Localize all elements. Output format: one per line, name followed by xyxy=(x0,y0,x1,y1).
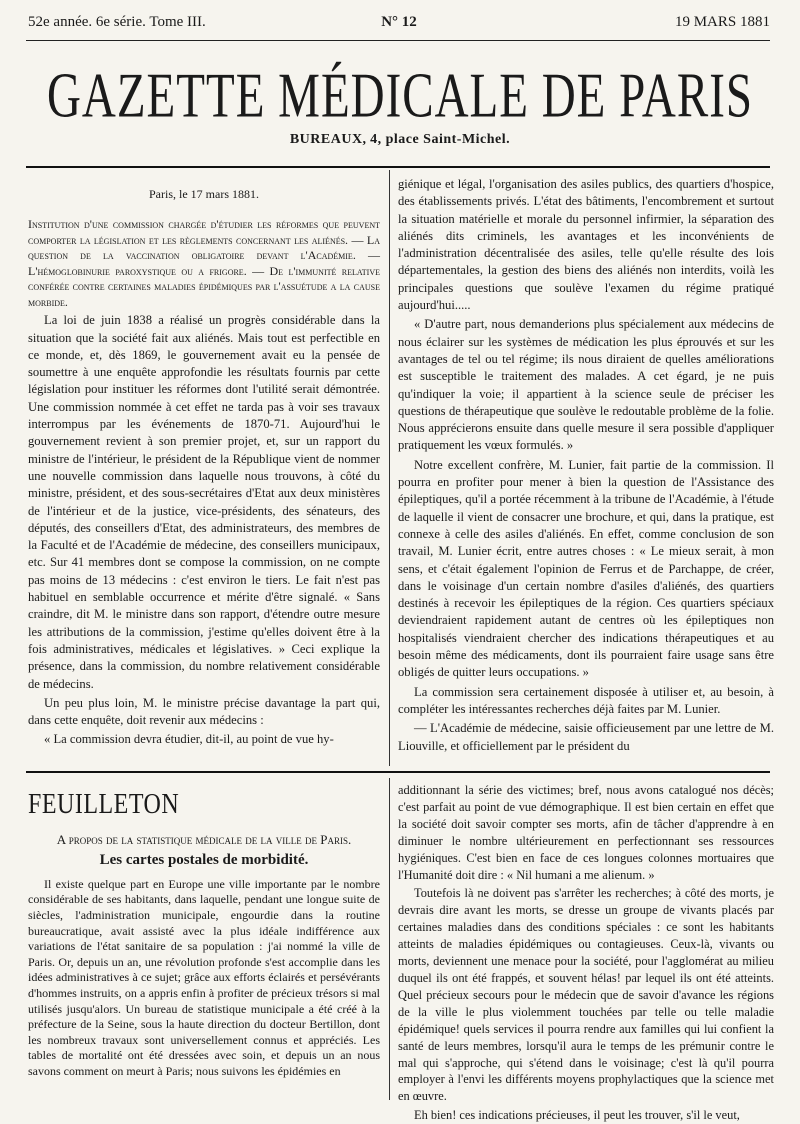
article-summary: Institution d'une commission chargée d'étudier les réformes que peuvent comporter la législation et les règlements concernant les aliénés. — La question de la vaccination obligatoire devant l'Académie. — L'hémoglobinurie paroxystique ou a frigore. — De l'immunité relative conférée contre certaines maladies épidémiques par l'assuétude a la cause morbide. xyxy=(28,217,380,309)
article-paragraph: « La commission devra étudier, dit-il, au point de vue hy- xyxy=(44,732,334,747)
feuilleton-paragraph: Toutefois là ne doivent pas s'arrêter les recherches; à côté des morts, je devrais dire avant les morts, se dresse un groupe de vivants placés par certaines maladies dans des conditions spéciales : ce sont les habitants atteints de maladies épidémiques ou contagieuses. Ceux-là, vivants ou morts, deviennent une menace pour la société, pour l'agglomérat au milieu duquel ils ont été frappés, et souvent hélas! par lequel ils ont été atteints. Quel précieux secours pour le médecin que de savoir d'avance les régions de la ville le plus violemment touchées par telle ou telle maladie épidémique! quels services il pourra rendre aux familles qui lui confient la santé de leurs membres, lorsqu'il aura le temps de les prémunir contre le mal qui s'approche, qui s'étend dans le voisinage; c'est là qu'il pourra employer à l'envi les différents moyens prophylactiques que la science met en œuvre. xyxy=(398,886,774,1104)
column-divider xyxy=(389,170,390,766)
feuilleton-rule xyxy=(26,771,770,773)
dateline: Paris, le 17 mars 1881. xyxy=(149,187,259,201)
feuilleton-paragraph: additionnant la série des victimes; bref, nous avons catalogué nos décès; c'est parfait au point de vue démographique. Il est bien certain en effet que la société doit savoir compter ses morts, afin de tâcher d'apprendre à en diminuer le nombre ultérieurement en perfectionnant ses ressources hygiéniques. C'est bien en face de ces longues colonnes mortuaires que l'Humanité doit dire : « Nil humani a me alienum. » xyxy=(398,783,774,882)
header-rule xyxy=(26,166,770,168)
bureaux-label: BUREAUX, xyxy=(289,132,367,147)
feuilleton-column-divider xyxy=(389,778,390,1100)
feuilleton-paragraph: Eh bien! ces indications précieuses, il peut les trouver, s'il le veut, xyxy=(414,1108,740,1123)
article-paragraph: La loi de juin 1838 a réalisé un progrès considérable dans la situation que la société fait aux aliénés. Mais tout est perfectible en ce monde, et, dès 1869, le gouvernement avait eu la pensée de soumettre à une enquête approfondie les résultats fournis par cette législation pour instituer les réformes dont l'utilité serait démontrée. Une commission nommée à cet effet ne tarda pas à voir ses travaux interrompus par les événements de 1870-71. Aujourd'hui le gouvernement revient à son premier projet, et, sur un rapport du ministre de l'intérieur, le président de la République vient de nommer une nouvelle commission dans laquelle nous trouvons, à côté du ministre, président, et des sous-secrétaires d'Etat aux deux ministères de l'intérieur et de la justice, vice-présidents, des sénateurs, des députés, des conseillers d'Etat, des administrateurs, des membres de la Faculté et de l'Académie de médecine, des conseillers municipaux, etc. Sur 41 membres dont se compose la commission, on ne compte pas moins de 13 médecins : c'est environ le tiers. Le fait n'est pas habituel en semblable occurrence et mérite d'être signalé. « Sans craindre, dit M. le ministre dans son rapport, d'étendre outre mesure les attributions de la commission, j'estime qu'elles doivent être à la fois administratives, médicales et législatives. » Ceci explique la présence, dans la commission, du nombre relativement considérable de médecins. xyxy=(28,313,380,691)
issue-date: 19 MARS 1881 xyxy=(674,14,770,30)
feuilleton-right-column xyxy=(398,782,774,1123)
masthead-top-line xyxy=(28,14,770,36)
feuilleton-subheading: A propos de la statistique médicale de la ville de Paris. xyxy=(56,831,352,847)
bureaux-address: 4, place Saint-Michel. xyxy=(370,132,511,147)
article-paragraph: La commission sera certainement disposée à utiliser et, au besoin, à compléter les intéressantes recherches déjà faites par M. Lunier. xyxy=(398,684,774,716)
article-paragraph: giénique et légal, l'organisation des asiles publics, des quartiers d'hospice, des établissements privés. L'état des bâtiments, l'encombrement et surtout la situation matérielle et morale du personnel infirmier, la séparation des aliénés dits criminels, les avantages et les inconvénients de l'administration décentralisée des asiles, telle qu'elle résulte des lois départementales, la gestion des biens des aliénés non interdits, voilà les principales questions que soulève l'examen du régime pratiqué aujourd'hui..... xyxy=(398,177,774,313)
issue-number: N° 12 xyxy=(381,14,417,30)
newspaper-title: GAZETTE MÉDICALE DE PARIS xyxy=(46,61,754,132)
top-rule xyxy=(26,40,770,41)
article-paragraph: « D'autre part, nous demanderions plus spécialement aux médecins de nous éclairer sur les systèmes de médication les plus éprouvés et sur les avantages de tel ou tel régime; ils nous diraient de quelles améliorations est susceptible le traitement des malades. A cet égard, je ne puis qu'indiquer la voie; il appartient à la science seule de préciser les questions de thérapeutique que soulève le redoutable problème de la folie. Nous apprécierons ensuite dans quelle mesure il sera possible d'appliquer pratiquement les vœux formulés. » xyxy=(398,317,774,453)
feuilleton-paragraph: Il existe quelque part en Europe une ville importante par le nombre considérable de ses habitants, dans laquelle, pendant une longue suite de siècles, l'administration municipale, engourdie dans la routine bureaucratique, avait assisté avec la plus idéale indifférence aux variations de l'état sanitaire de sa population : j'ai nommé la ville de Paris. Or, depuis un an, une révolution profonde s'est accomplie dans les idées administratives à ce sujet; grâce aux efforts éclairés et persévérants d'hommes instruits, on a appris enfin à profiter de précieux trésors si mal utilisés jusqu'alors. Un bureau de statistique municipale a été créé à la préfecture de la Seine, sous la haute direction du docteur Bertillon, dont les nombreux travaux sont universellement connus et appréciés. Les tables de mortalité ont été dressées avec soin, et depuis un an nous savons comment on meurt à Paris; nous suivons les épidémies en xyxy=(28,876,380,1078)
article-left-column xyxy=(28,186,380,766)
feuilleton-left-column xyxy=(28,790,380,1100)
feuilleton-heading: FEUILLETON xyxy=(28,789,180,821)
article-paragraph: Notre excellent confrère, M. Lunier, fait partie de la commission. Il pourra en profiter pour mener à bien la question de l'Assistance des épileptiques, qu'il a portée récemment à la tribune de l'Académie, à l'étude de laquelle il vient de consacrer une brochure, et qui, dans la pratique, est connexe à celle des asiles d'aliénés. En effet, comme conclusion de son travail, M. Lunier écrit, entre autres choses : « Le mieux serait, à mon sens, et c'était également l'opinion de Ferrus et de Parchappe, de créer, dans le voisinage d'un certain nombre d'asiles d'aliénés, des quartiers destinés à recevoir les épileptiques de la région. Ces quartiers spéciaux deviendraient rapidement autant de centres où les épileptiques non hospitalisés viendraient chercher des indications thérapeutiques et au besoin même des médicaments, dont ils pourraient faire usage sans être obligés de quitter leurs occupations. » xyxy=(398,457,774,680)
bureaux-line xyxy=(0,132,800,148)
article-paragraph: Un peu plus loin, M. le ministre précise davantage la part qui, dans cette enquête, doit revenir aux médecins : xyxy=(28,695,380,728)
feuilleton-title: Les cartes postales de morbidité. xyxy=(99,852,309,869)
edition-info: 52e année. 6e série. Tome III. xyxy=(28,14,206,30)
article-right-column xyxy=(398,176,774,766)
article-paragraph: — L'Académie de médecine, saisie officieusement par une lettre de M. Liouville, et officiellement par le président du xyxy=(398,721,774,753)
